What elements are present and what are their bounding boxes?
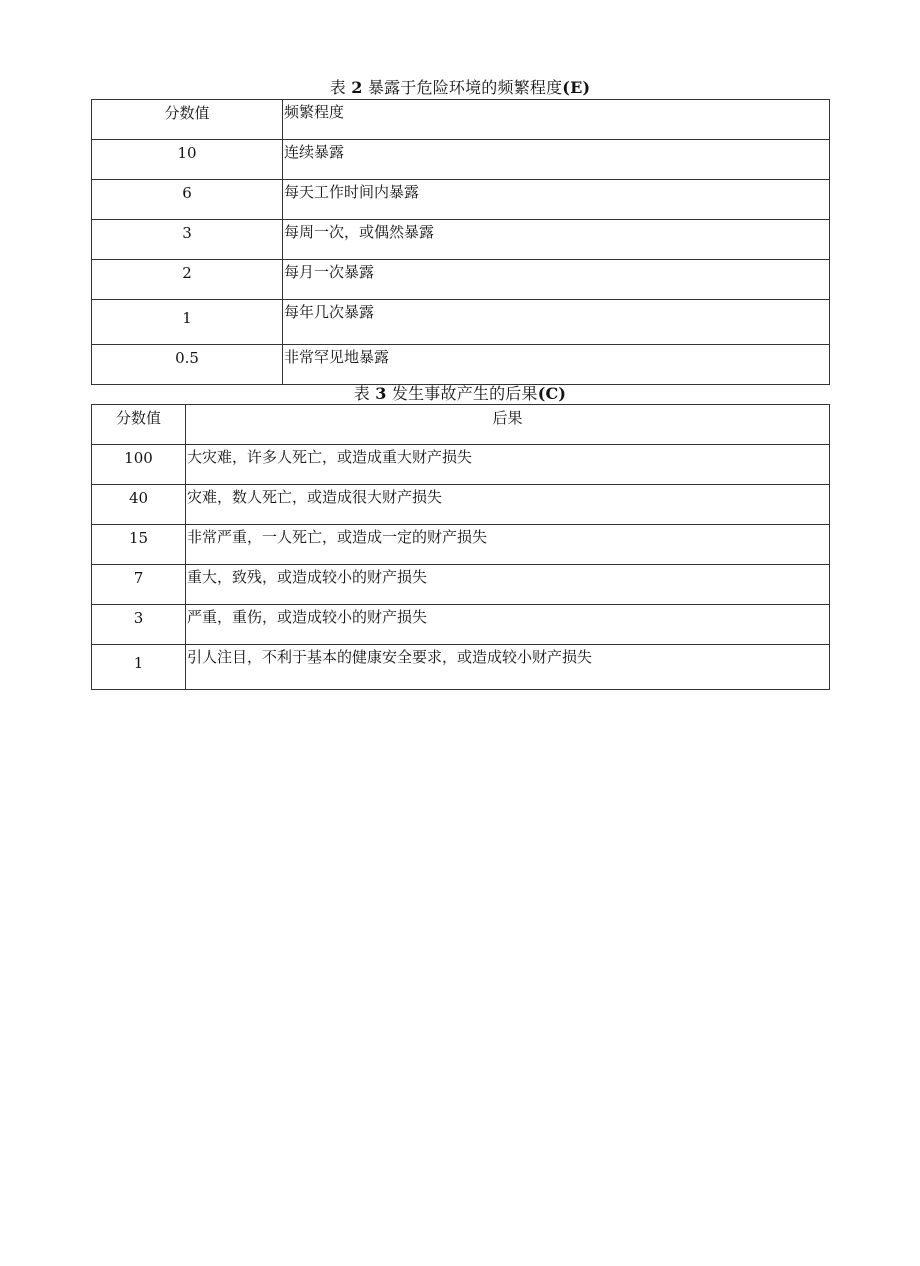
consequence-cell: 灾难，数人死亡，或造成很大财产损失 [186, 485, 830, 525]
table-row [92, 300, 830, 345]
table-2-caption-text: 暴露于危险环境的频繁程度 [362, 78, 563, 97]
score-cell: 40 [92, 485, 186, 525]
table-3-caption-number: 3 [375, 384, 387, 403]
frequency-cell: 每周一次，或偶然暴露 [283, 220, 830, 260]
table-row [92, 140, 830, 180]
score-cell: 0.5 [92, 345, 283, 385]
table-2-caption-number: 2 [351, 78, 363, 97]
score-header: 分数值 [92, 405, 186, 445]
score-cell: 3 [92, 220, 283, 260]
table-row [92, 565, 830, 605]
table-row [92, 645, 830, 690]
score-cell: 6 [92, 180, 283, 220]
score-cell: 7 [92, 565, 186, 605]
table-row [92, 345, 830, 385]
consequence-cell: 重大，致残，或造成较小的财产损失 [186, 565, 830, 605]
consequence-header: 后果 [186, 405, 830, 445]
table-2-caption-prefix: 表 [329, 78, 352, 97]
score-cell: 3 [92, 605, 186, 645]
score-cell: 15 [92, 525, 186, 565]
frequency-header: 频繁程度 [283, 100, 830, 140]
consequence-cell: 大灾难，许多人死亡，或造成重大财产损失 [186, 445, 830, 485]
frequency-cell: 每天工作时间内暴露 [283, 180, 830, 220]
score-cell: 10 [92, 140, 283, 180]
table-row [92, 605, 830, 645]
table-3-caption-code: (C) [537, 384, 567, 403]
score-cell: 1 [92, 645, 186, 690]
table-row [92, 445, 830, 485]
score-cell: 100 [92, 445, 186, 485]
table-3-caption-text: 发生事故产生的后果 [386, 384, 538, 403]
frequency-cell: 连续暴露 [283, 140, 830, 180]
consequence-table [91, 404, 830, 690]
table-row [92, 260, 830, 300]
score-cell: 1 [92, 300, 283, 345]
table-row [92, 180, 830, 220]
consequence-cell: 非常严重，一人死亡，或造成一定的财产损失 [186, 525, 830, 565]
consequence-cell: 引人注目，不利于基本的健康安全要求，或造成较小财产损失 [186, 645, 830, 690]
table-header-row [92, 405, 830, 445]
consequence-cell: 严重，重伤，或造成较小的财产损失 [186, 605, 830, 645]
frequency-cell: 每月一次暴露 [283, 260, 830, 300]
table-3-caption-prefix: 表 [353, 384, 376, 403]
table-2-caption [0, 78, 920, 98]
table-2-caption-code: (E) [562, 78, 591, 97]
table-row [92, 220, 830, 260]
exposure-frequency-table [91, 99, 830, 385]
frequency-cell: 每年几次暴露 [283, 300, 830, 345]
table-header-row [92, 100, 830, 140]
frequency-cell: 非常罕见地暴露 [283, 345, 830, 385]
score-header: 分数值 [92, 100, 283, 140]
table-3-caption [0, 384, 920, 404]
table-row [92, 485, 830, 525]
score-cell: 2 [92, 260, 283, 300]
table-row [92, 525, 830, 565]
